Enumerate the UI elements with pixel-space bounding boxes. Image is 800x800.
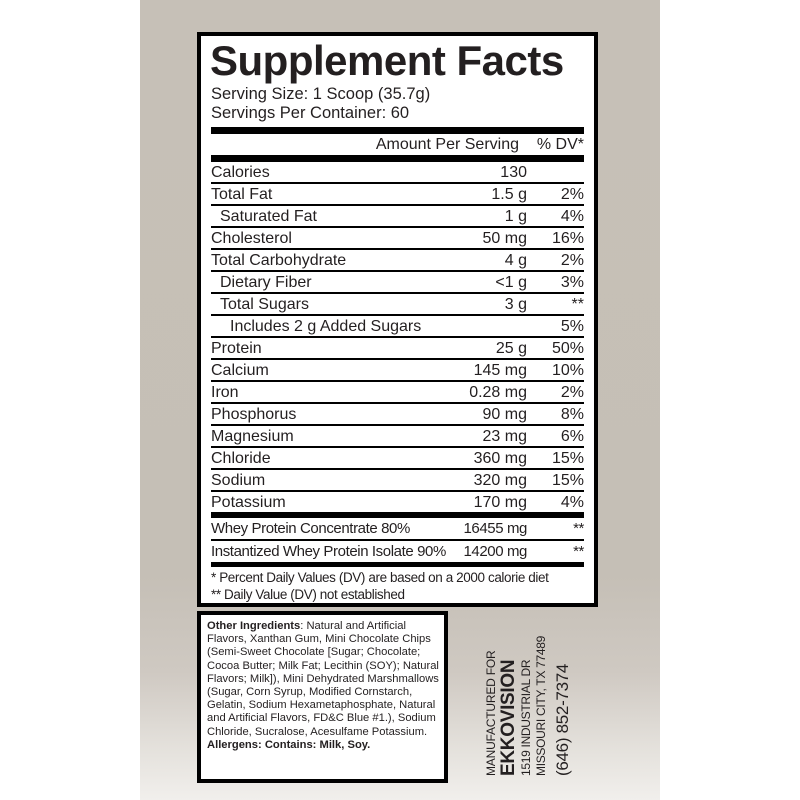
divider-thick-top [211,127,584,134]
percent-dv-header: % DV* [536,136,584,153]
nutrient-amount: 3 g [504,295,527,313]
nutrient-dv: 4% [560,493,584,511]
nutrient-amount: <1 g [495,273,527,291]
servings-per-container: Servings Per Container: 60 [211,104,410,122]
nutrient-label: Protein [211,339,262,357]
nutrient-amount: 360 mg [473,449,527,467]
footnote-not-established: ** Daily Value (DV) not established [211,586,405,602]
nutrient-amount: 16455 mg [463,520,527,537]
serving-size: Serving Size: 1 Scoop (35.7g) [211,85,431,103]
divider-thick-header [211,155,584,162]
nutrient-label: Includes 2 g Added Sugars [230,317,422,335]
table-row [211,162,584,184]
nutrient-amount [427,318,527,335]
table-row [211,448,584,470]
nutrient-amount: 0.28 mg [469,383,527,401]
header-spacer [211,135,376,154]
brand-name: EKKOVISION [498,659,519,776]
nutrient-label: Phosphorus [211,405,297,423]
nutrient-dv: 10% [551,361,584,379]
table-row [211,541,584,562]
amount-per-serving-header: Amount Per Serving [375,136,519,153]
nutrient-amount: 145 mg [473,361,527,379]
nutrient-amount: 50 mg [482,229,527,247]
nutrient-label: Instantized Whey Protein Isolate 90% [211,543,446,560]
manufacturer-block [484,624,580,776]
footnote-daily-values: * Percent Daily Values (DV) are based on a 2000 calorie diet [211,570,549,585]
table-row [211,360,584,382]
nutrient-label: Total Sugars [220,295,309,313]
nutrient-dv: 2% [560,383,584,401]
nutrient-label: Saturated Fat [220,207,317,225]
nutrient-table [211,162,584,512]
footnotes [211,570,584,603]
table-row [211,206,584,228]
address-line-1: 1519 INDUSTRIAL DR [519,659,533,776]
nutrient-amount: 25 g [495,339,527,357]
nutrient-amount: 170 mg [473,493,527,511]
panel-title: Supplement Facts [210,37,564,84]
table-row [211,316,584,338]
other-ingredients-box [197,611,448,783]
nutrient-amount: 14200 mg [463,543,527,560]
table-header [211,134,584,155]
address-line-2: MISSOURI CITY, TX 77489 [534,635,548,776]
allergens-line: Allergens: Contains: Milk, Soy. [207,738,371,751]
nutrient-label: Calories [211,163,270,181]
nutrient-dv: 2% [560,185,584,203]
nutrient-label: Sodium [211,471,266,489]
nutrient-dv: 16% [551,229,584,247]
nutrient-label: Iron [211,383,239,401]
nutrient-dv: 2% [560,251,584,269]
table-row [211,518,584,541]
nutrient-dv: 50% [551,339,584,357]
nutrient-label: Dietary Fiber [220,273,312,291]
nutrient-amount: 4 g [504,251,527,269]
nutrient-amount: 1.5 g [491,185,527,203]
nutrient-dv [527,164,584,181]
nutrient-dv: ** [573,520,584,537]
nutrient-dv: ** [571,295,584,313]
nutrient-amount: 320 mg [473,471,527,489]
nutrient-label: Total Carbohydrate [211,251,347,269]
table-row [211,272,584,294]
nutrient-amount: 90 mg [482,405,527,423]
table-row [211,382,584,404]
supplement-facts-panel [197,32,598,607]
other-ingredients-label: Other Ingredients [207,620,301,632]
nutrient-dv: 8% [560,405,584,423]
table-row [211,250,584,272]
table-row [211,492,584,512]
divider-thick-footnote [211,562,584,567]
nutrient-dv: ** [573,543,584,560]
protein-blend-table [211,518,584,562]
table-row [211,470,584,492]
nutrient-dv: 3% [560,273,584,291]
nutrient-label: Magnesium [211,427,294,445]
nutrient-dv: 6% [560,427,584,445]
phone-number: (646) 852-7374 [553,663,572,776]
table-row [211,294,584,316]
table-row [211,338,584,360]
nutrient-label: Cholesterol [211,229,292,247]
nutrient-label: Calcium [211,361,269,379]
nutrient-amount: 1 g [504,207,527,225]
nutrient-label: Whey Protein Concentrate 80% [211,520,410,537]
nutrient-dv: 4% [560,207,584,225]
table-row [211,404,584,426]
table-row [211,426,584,448]
nutrient-amount: 23 mg [482,427,527,445]
table-row [211,184,584,206]
nutrient-label: Potassium [211,493,286,511]
manufactured-for-text: MANUFACTURED FOR [484,650,498,776]
nutrient-label: Total Fat [211,185,273,203]
nutrient-amount: 130 [500,163,527,181]
nutrient-dv: 15% [551,471,584,489]
other-ingredients-paragraph [207,620,439,738]
nutrient-dv: 5% [560,317,584,335]
other-ingredients-text: : Natural and Artificial Flavors, Xanthan Gum, Mini Chocolate Chips (Semi-Sweet Chocolate [Sugar; Chocolate; Cocoa Butter; Milk Fat; Lecithin (SOY); Natural Flavors; Milk]), Mini Dehydrated Marshmallows (Sugar, Corn Syrup, Modified Cornstarch, Gelatin, Sodium Hexametaphosphate, Natural and Artificial Flavors, FD&C Blue #1.), Sodium Chloride, Sucralose, Acesulfame Potassium. [207,620,439,738]
nutrient-label: Chloride [211,449,271,467]
nutrient-dv: 15% [551,449,584,467]
table-row [211,228,584,250]
